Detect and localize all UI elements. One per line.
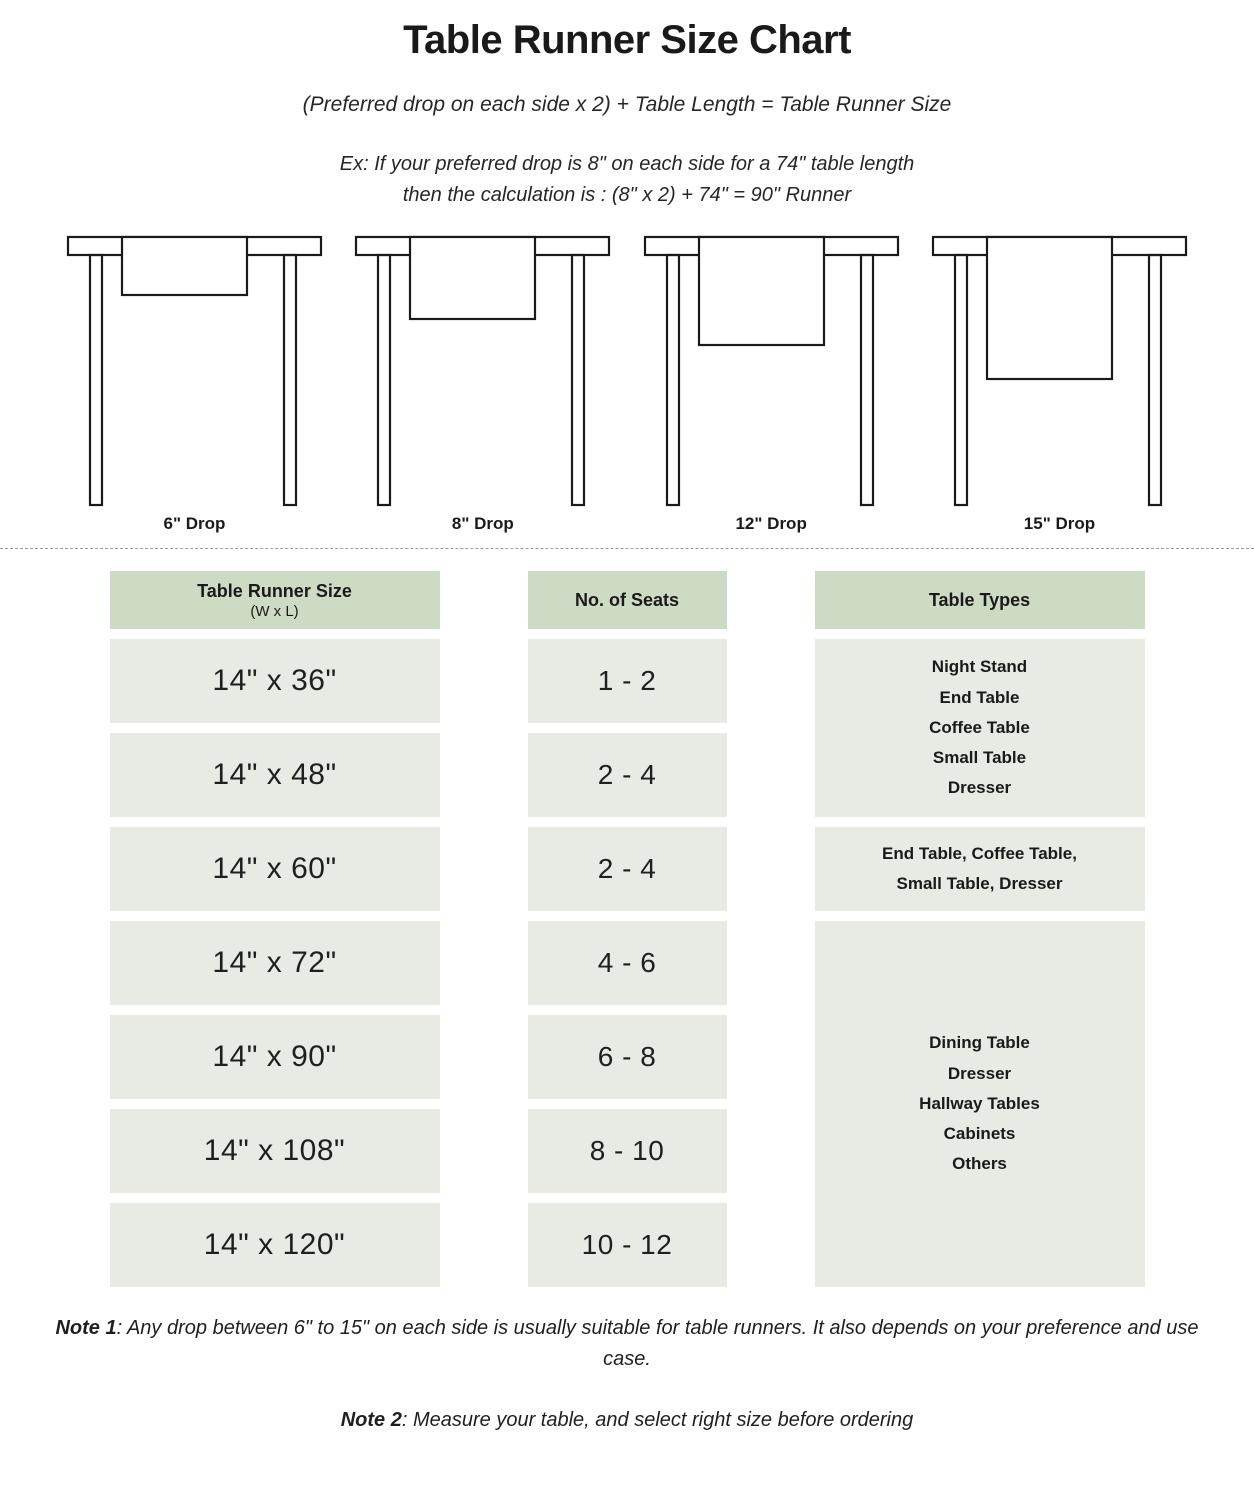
note-1-label: Note 1 (55, 1317, 117, 1339)
drop-label-15: 15" Drop (1023, 514, 1096, 533)
diagram-8-drop (350, 233, 615, 534)
table-row: 8 - 10 (528, 1109, 727, 1193)
example-line-2: then the calculation is : (8" x 2) + 74" = 90" Runner (402, 184, 852, 206)
note-2-text: : Measure your table, and select right size before ordering (401, 1409, 914, 1431)
page-title: Table Runner Size Chart (403, 18, 851, 62)
table-row: End Table, Coffee Table, Small Table, Dresser (815, 827, 1145, 911)
column-runner-size (110, 571, 440, 1287)
table-runner-illustration-12 (639, 233, 904, 508)
table-row: 14" x 108" (110, 1109, 440, 1193)
table-runner-illustration-8 (350, 233, 615, 508)
table-row: 6 - 8 (528, 1015, 727, 1099)
header-runner-size-label: Table Runner Size (197, 580, 352, 601)
table-row: Night Stand End Table Coffee Table Small Table Dresser (815, 639, 1145, 817)
table-row: 14" x 72" (110, 921, 440, 1005)
note-1-text: : Any drop between 6" to 15" on each side is usually suitable for table runners. It also depends on your preference and use case. (116, 1317, 1199, 1370)
column-seats (528, 571, 727, 1287)
drop-label-12: 12" Drop (735, 514, 807, 533)
column-table-types (815, 571, 1145, 1287)
header-seats: No. of Seats (528, 571, 727, 629)
example-block (0, 149, 1254, 211)
notes-section (0, 1313, 1254, 1436)
table-row: 4 - 6 (528, 921, 727, 1005)
drop-label-6: 6" Drop (163, 514, 226, 533)
table-runner-illustration-6 (62, 233, 327, 508)
note-2 (40, 1405, 1214, 1436)
table-row: 14" x 60" (110, 827, 440, 911)
header-table-types: Table Types (815, 571, 1145, 629)
drop-label-8: 8" Drop (451, 514, 514, 533)
example-line-1: Ex: If your preferred drop is 8" on each side for a 74" table length (339, 153, 915, 175)
table-row: 14" x 120" (110, 1203, 440, 1287)
header-runner-size (110, 571, 440, 629)
table-row: 10 - 12 (528, 1203, 727, 1287)
table-row: 14" x 90" (110, 1015, 440, 1099)
table-row: 1 - 2 (528, 639, 727, 723)
diagram-15-drop (927, 233, 1192, 534)
header-runner-size-sub: (W x L) (250, 602, 299, 620)
diagram-6-drop (62, 233, 327, 534)
table-row: Dining Table Dresser Hallway Tables Cabinets Others (815, 921, 1145, 1287)
table-row: 2 - 4 (528, 733, 727, 817)
note-2-label: Note 2 (340, 1409, 402, 1431)
table-runner-illustration-15 (927, 233, 1192, 508)
note-1 (40, 1313, 1214, 1375)
table-row: 2 - 4 (528, 827, 727, 911)
drop-diagrams (0, 233, 1254, 534)
size-table (0, 549, 1254, 1287)
table-row: 14" x 48" (110, 733, 440, 817)
size-chart-page (0, 10, 1254, 1510)
diagram-12-drop (639, 233, 904, 534)
table-row: 14" x 36" (110, 639, 440, 723)
formula-text: (Preferred drop on each side x 2) + Table Length = Table Runner Size (302, 93, 952, 116)
